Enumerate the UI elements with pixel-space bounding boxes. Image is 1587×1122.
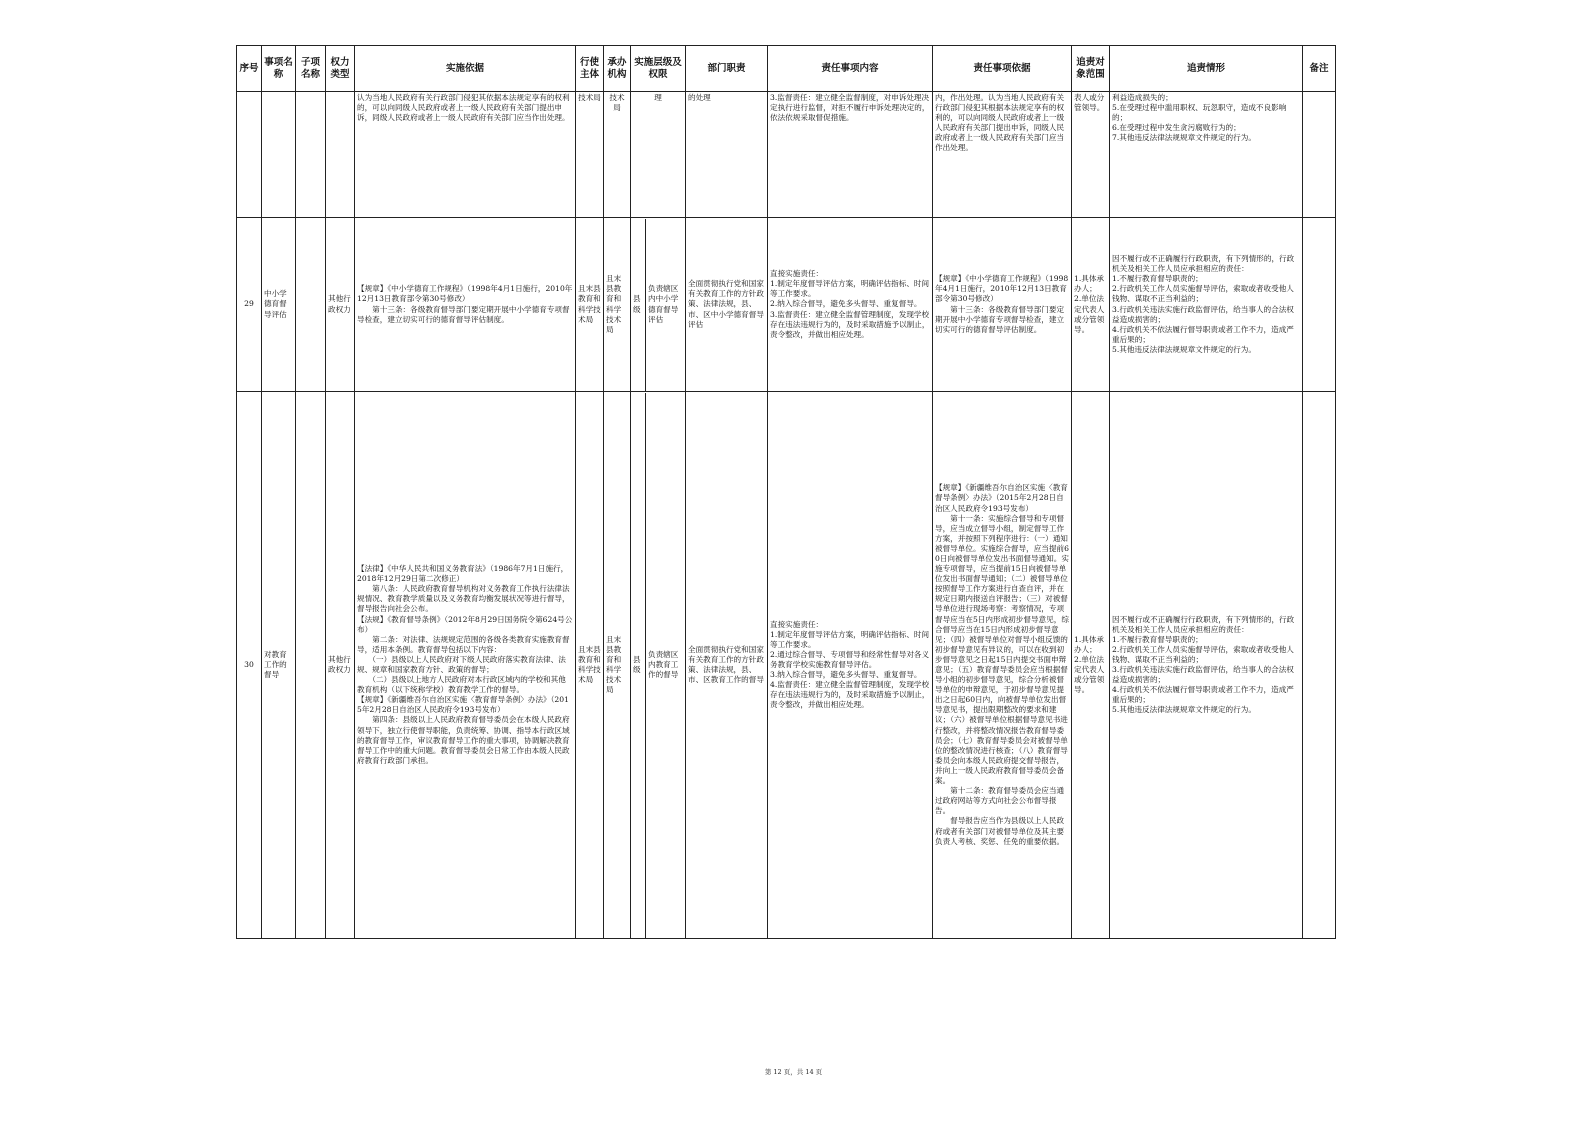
header-cell: 事项名称 (262, 46, 296, 92)
content-basis-cell: 【规章】《中小学德育工作规程》（1998年4月1日施行，2010年12月13日教育部令第30号修改） 第十三条：各级教育督导部门要定期开展中小学德育专项督导检查，建立切实可行的德育督导评估制度。 (933, 218, 1072, 392)
header-cell: 责任事项内容 (768, 46, 933, 92)
header-cell: 序号 (237, 46, 262, 92)
level-duty: 负责辖区内教育工作的督导 (648, 649, 679, 680)
org-cell: 且末县教育和科学技术局 (604, 392, 631, 939)
remark-cell (1303, 392, 1336, 939)
header-cell: 责任事项依据 (933, 46, 1072, 92)
power-type: 其他行政权力 (326, 392, 355, 939)
page-footer: 第 12 页，共 14 页 (764, 1068, 823, 1076)
level-duty: 负责辖区内中小学德育督导评估 (648, 284, 679, 324)
table-row-continued (237, 92, 1336, 218)
situation-cell: 因不履行或不正确履行行政职责，有下列情形的，行政机关及相关工作人员应承担相应的责任： 1.不履行教育督导职责的； 2.行政机关工作人员实施督导评估，索取或者收受他人钱物、谋取不正当利益的； 3.行政机关违法实施行政监督评估，给当事人的合法权益造成损害的； 4.行政机关不依法履行督导职责或者工作不力，造成严重后果的； 5.其他违反法律法规规章文件规定的行为。 (1110, 392, 1303, 939)
responsibility-table (236, 45, 1336, 939)
header-cell: 实施依据 (355, 46, 576, 92)
header-cell: 子项名称 (296, 46, 326, 92)
content-cell: 3.监督责任：建立健全监督制度，对申诉处理决定执行进行监督，对拒不履行申诉处理决定的，依法依规采取督促措施。 (768, 92, 933, 218)
content-cell: 直接实施责任： 1.制定年度督导评估方案，明确评估指标、时间等工作要求。 2.通过综合督导、专项督导和经常性督导对各义务教育学校实施教育督导评估。 3.纳入综合督导，避免多头督导、重复督导。 4.监督责任：建立健全监督管理制度，发现学校存在违法违规行为的，及时采取措施予以制止，责令整改，并做出相应处理。 (768, 392, 933, 939)
sub-item-name (296, 218, 326, 392)
level-scope: 县级 (631, 393, 646, 938)
dept-cell: 全面贯彻执行党和国家有关教育工作的方针政策、法律法规，县、市、区中小学德育督导评估 (686, 218, 768, 392)
header-cell: 行使主体 (576, 46, 604, 92)
item-name: 中小学德育督导评估 (262, 218, 296, 392)
level-cell (631, 392, 686, 939)
level-cell (631, 218, 686, 392)
dept-cell: 全面贯彻执行党和国家有关教育工作的方针政策、法律法规，县、市、区教育工作的督导 (686, 392, 768, 939)
target-cell: 1.具体承办人； 2.单位法定代表人或分管领导。 (1072, 218, 1110, 392)
header-cell: 追责对象范围 (1072, 46, 1110, 92)
sub-item-name (296, 392, 326, 939)
level-scope: 县级 (631, 219, 646, 391)
header-cell: 备注 (1303, 46, 1336, 92)
content-cell: 直接实施责任： 1.制定年度督导评估方案，明确评估指标、时间等工作要求。 2.纳入综合督导，避免多头督导、重复督导。 3.监督责任：建立健全监督管理制度，发现学校存在违法违规行为的，及时采取措施予以制止，责令整改，并做出相应处理。 (768, 218, 933, 392)
power-type: 其他行政权力 (326, 218, 355, 392)
basis-cell: 【规章】《中小学德育工作规程》（1998年4月1日施行，2010年12月13日教育部令第30号修改） 第十三条：各级教育督导部门要定期开展中小学德育专项督导检查，建立切实可行的德育督导评估制度。 (355, 218, 576, 392)
header-cell: 承办机构 (604, 46, 631, 92)
org-cell: 且末县教育和科学技术局 (604, 218, 631, 392)
subject-cell: 技术局 (576, 92, 604, 218)
header-cell: 部门职责 (686, 46, 768, 92)
subject-cell: 且末县教育和科学技术局 (576, 392, 604, 939)
item-name: 对教育工作的督导 (262, 392, 296, 939)
basis-cell: 【法律】《中华人民共和国义务教育法》（1986年7月1日施行，2018年12月29日第二次修正） 第八条：人民政府教育督导机构对义务教育工作执行法律法规情况、教育教学质量以及义务教育均衡发展状况等进行督导，督导报告向社会公布。 【法规】《教育督导条例》（2012年8月29日国务院令第624号公布） 第二条：对法律、法规规定范围的各级各类教育实施教育督导，适用本条例。教育督导包括以下内容： （一）县级以上人民政府对下级人民政府落实教育法律、法规、规章和国家教育方针、政策的督导； （二）县级以上地方人民政府对本行政区域内的学校和其他教育机构（以下统称学校）教育教学工作的督导。 【规章】《新疆维吾尔自治区实施〈教育督导条例〉办法》（2015年2月28日自治区人民政府令193号发布） 第四条：县级以上人民政府教育督导委员会在本级人民政府领导下，独立行使督导职能，负责统筹、协调、指导本行政区域的教育督导工作，审议教育督导工作的重大事项，协调解决教育督导工作中的重大问题。教育督导委员会日常工作由本级人民政府教育行政部门承担。 (355, 392, 576, 939)
level-cell: 理 (631, 92, 686, 218)
situation-cell: 因不履行或不正确履行行政职责，有下列情形的，行政机关及相关工作人员应承担相应的责任： 1.不履行教育督导职责的； 2.行政机关工作人员实施督导评估，索取或者收受他人钱物、谋取不正当利益的； 3.行政机关违法实施行政监督评估，给当事人的合法权益造成损害的； 4.行政机关不依法履行督导职责或者工作不力，造成严重后果的； 5.其他违反法律法规规章文件规定的行为。 (1110, 218, 1303, 392)
situation-cell: 利益造成损失的； 5.在受理过程中滥用职权、玩忽职守，造成不良影响的； 6.在受理过程中发生贪污腐败行为的； 7.其他违反法律法规规章文件规定的行为。 (1110, 92, 1303, 218)
table-row (237, 218, 1336, 392)
subject-cell: 且末县教育和科学技术局 (576, 218, 604, 392)
dept-cell: 的处理 (686, 92, 768, 218)
content-basis-cell: 内，作出处理。认为当地人民政府有关行政部门侵犯其根据本法规定享有的权利的，可以向同级人民政府或者上一级人民政府有关部门提出申诉，同级人民政府或者上一级人民政府有关部门应当作出处理。 (933, 92, 1072, 218)
row-number: 29 (237, 218, 262, 392)
header-cell: 权力类型 (326, 46, 355, 92)
basis-cell: 认为当地人民政府有关行政部门侵犯其依据本法规定享有的权利的，可以向同级人民政府或者上一级人民政府有关部门提出申诉，同级人民政府或者上一级人民政府有关部门应当作出处理。 (355, 92, 576, 218)
org-cell: 技术局 (604, 92, 631, 218)
table-row (237, 392, 1336, 939)
header-cell: 追责情形 (1110, 46, 1303, 92)
target-cell: 表人或分管领导。 (1072, 92, 1110, 218)
header-cell: 实施层级及权限 (631, 46, 686, 92)
row-number: 30 (237, 392, 262, 939)
target-cell: 1.具体承办人； 2.单位法定代表人或分管领导。 (1072, 392, 1110, 939)
remark-cell (1303, 218, 1336, 392)
header-row (237, 46, 1336, 92)
content-basis-cell: 【规章】《新疆维吾尔自治区实施〈教育督导条例〉办法》（2015年2月28日自治区人民政府令193号发布） 第十一条：实施综合督导和专项督导，应当成立督导小组，制定督导工作方案，并按照下列程序进行：（一）通知被督导单位。实施综合督导，应当提前60日向被督导单位发出书面督导通知。实施专项督导，应当提前15日向被督导单位发出书面督导通知；（二）被督导单位按照督导工作方案进行自查自评，并在规定日期内报送自评报告；（三）对被督导单位进行现场考察：考察情况，专项督导应当在5日内形成初步督导意见，综合督导应当在15日内形成初步督导意见；（四）被督导单位对督导小组反馈的初步督导意见有异议的，可以在收到初步督导意见之日起15日内提交书面申辩意见；（五）教育督导委员会应当根据督导小组的初步督导意见，综合分析被督导单位的申辩意见，于初步督导意见提出之日起60日内，向被督导单位发出督导意见书，提出限期整改的要求和建议；（六）被督导单位根据督导意见书进行整改，并将整改情况报告教育督导委员会；（七）教育督导委员会对被督导单位的整改情况进行核查；（八）教育督导委员会向本级人民政府提交督导报告，并向上一级人民政府教育督导委员会备案。 第十二条：教育督导委员会应当通过政府网站等方式向社会公布督导报告。 督导报告应当作为县级以上人民政府或者有关部门对被督导单位及其主要负责人考核、奖惩、任免的重要依据。 (933, 392, 1072, 939)
